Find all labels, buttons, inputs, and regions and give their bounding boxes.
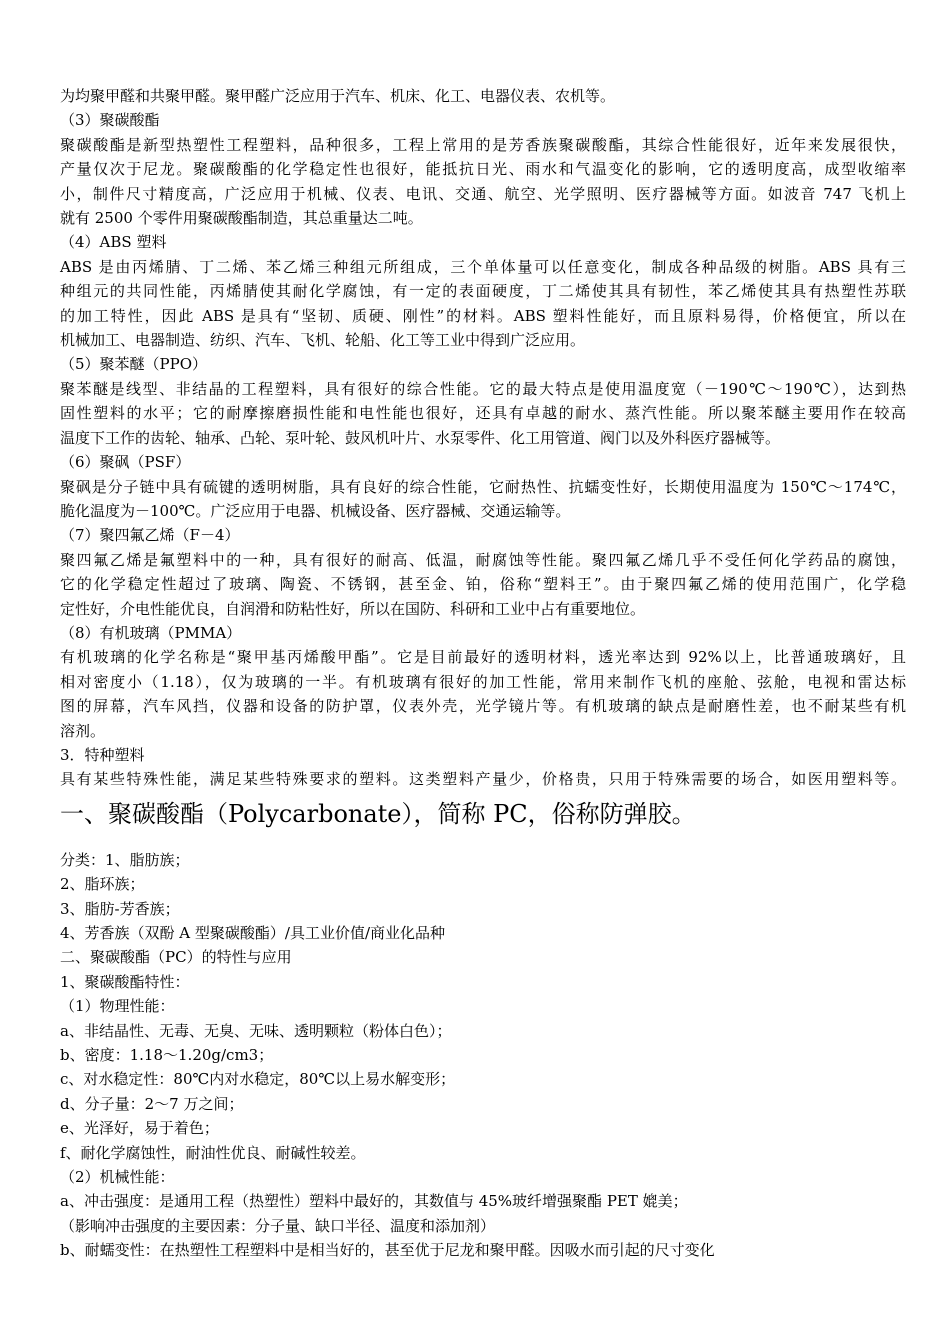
text-line-3: 聚碳酸酯是新型热塑性工程塑料，品种很多，工程上常用的是芳香族聚碳酸酯，其综合性能很好，近年来发展很快， xyxy=(60,135,906,154)
list-line-1: 分类：1、脂肪族； xyxy=(60,850,190,869)
text-line-6: 就有 2500 个零件用聚碳酸酯制造，其总重量达二吨。 xyxy=(60,209,423,228)
text-line-4: 产量仅次于尼龙。聚碳酸酯的化学稳定性也很好，能抵抗日光、雨水和气温变化的影响，它的透明度高，成型收缩率 xyxy=(60,160,906,179)
list-line-3: 3、脂肪-芳香族； xyxy=(60,899,180,918)
text-line-24: 有机玻璃的化学名称是“聚甲基丙烯酸甲酯”。它是目前最好的透明材料，透光率达到 92%以上，比普通玻璃好，且 xyxy=(60,648,906,667)
section-title-abs: （4）ABS 塑料 xyxy=(60,233,167,252)
list-line-16: （影响冲击强度的主要因素：分子量、缺口半径、温度和添加剂） xyxy=(60,1216,496,1235)
text-line-18: 脆化温度为－100℃。广泛应用于电器、机械设备、医疗器械、交通运输等。 xyxy=(60,501,571,520)
text-line-27: 溶剂。 xyxy=(60,721,106,740)
text-line-5: 小，制件尺寸精度高，广泛应用于机械、仪表、电讯、交通、航空、光学照明、医疗器械等方面。如波音 747 飞机上 xyxy=(60,184,906,203)
text-line-8: ABS 是由丙烯腈、丁二烯、苯乙烯三种组元所组成，三个单体量可以任意变化，制成各种品级的树脂。ABS 具有三 xyxy=(60,257,906,276)
section-title-pmma: （8）有机玻璃（PMMA） xyxy=(60,623,242,642)
main-heading-pc: 一、聚碳酸酯（Polycarbonate），简称 PC，俗称防弹胶。 xyxy=(60,799,696,828)
list-line-9: b、密度：1.18～1.20g/cm3； xyxy=(60,1046,274,1065)
text-line-15: 温度下工作的齿轮、轴承、凸轮、泵叶轮、鼓风机叶片、水泵零件、化工用管道、阀门以及外科医疗器械等。 xyxy=(60,428,781,447)
list-line-7: （1）物理性能： xyxy=(60,997,175,1016)
document-page xyxy=(60,84,906,1263)
list-line-13: f、耐化学腐蚀性，耐油性优良、耐碱性较差。 xyxy=(60,1143,366,1162)
text-line-14: 固性塑料的水平；它的耐摩擦磨损性能和电性能也很好，还具有卓越的耐水、蒸汽性能。所以聚苯醚主要用作在较高 xyxy=(60,404,906,423)
text-line-22: 定性好，介电性能优良，自润滑和防粘性好，所以在国防、科研和工业中占有重要地位。 xyxy=(60,599,646,618)
text-line-1: 为均聚甲醛和共聚甲醛。聚甲醛广泛应用于汽车、机床、化工、电器仪表、农机等。 xyxy=(60,87,616,105)
section-title-psf: （6）聚砜（PSF） xyxy=(60,453,191,472)
text-line-9: 种组元的共同性能，丙烯腈使其耐化学腐蚀，有一定的表面硬度，丁二烯使其具有韧性，苯乙烯使其具有热塑性苏联 xyxy=(60,282,906,301)
text-line-20: 聚四氟乙烯是氟塑料中的一种，具有很好的耐高、低温，耐腐蚀等性能。聚四氟乙烯几乎不受任何化学药品的腐蚀， xyxy=(60,550,906,569)
text-line-10: 的加工特性，因此 ABS 是具有“坚韧、质硬、刚性”的材料。ABS 塑料性能好，而且原料易得，价格便宜，所以在 xyxy=(60,306,906,325)
section-title-pc: （3）聚碳酸酯 xyxy=(60,111,160,130)
list-line-15: a、冲击强度：是通用工程（热塑性）塑料中最好的，其数值与 45%玻纤增强聚酯 PET 媲美； xyxy=(60,1192,688,1211)
text-line-25: 相对密度小（1.18），仅为玻璃的一半。有机玻璃有很好的加工性能，常用来制作飞机的座舱、弦舱，电视和雷达标 xyxy=(60,672,906,691)
list-line-12: e、光泽好，易于着色； xyxy=(60,1119,219,1138)
list-line-4: 4、芳香族（双酚 A 型聚碳酸酯）/具工业价值/商业化品种 xyxy=(60,924,446,942)
list-line-11: d、分子量：2～7 万之间； xyxy=(60,1094,244,1113)
list-line-8: a、非结晶性、无毒、无臭、无味、透明颗粒（粉体白色）； xyxy=(60,1021,452,1040)
list-line-6: 1、聚碳酸酯特性： xyxy=(60,972,190,991)
section-title-ppo: （5）聚苯醚（PPO） xyxy=(60,355,208,374)
list-line-17: b、耐蠕变性：在热塑性工程塑料中是相当好的，甚至优于尼龙和聚甲醛。因吸水而引起的尺寸变化 xyxy=(60,1241,715,1260)
text-line-26: 图的屏幕，汽车风挡，仪器和设备的防护罩，仪表外壳，光学镜片等。有机玻璃的缺点是耐磨性差，也不耐某些有机 xyxy=(60,697,906,716)
list-line-10: c、对水稳定性：80℃内对水稳定，80℃以上易水解变形； xyxy=(60,1070,456,1089)
section-title-ptfe: （7）聚四氟乙烯（F－4） xyxy=(60,526,240,545)
list-line-5: 二、聚碳酸酯（PC）的特性与应用 xyxy=(60,948,292,967)
text-line-13: 聚苯醚是线型、非结晶的工程塑料，具有很好的综合性能。它的最大特点是使用温度宽（－190℃～190℃），达到热 xyxy=(60,379,906,398)
text-line-29: 具有某些特殊性能，满足某些特殊要求的塑料。这类塑料产量少，价格贵，只用于特殊需要的场合，如医用塑料等。 xyxy=(60,770,906,789)
text-line-11: 机械加工、电器制造、纺织、汽车、飞机、轮船、化工等工业中得到广泛应用。 xyxy=(60,331,586,350)
text-line-21: 它的化学稳定性超过了玻璃、陶瓷、不锈钢，甚至金、铂，俗称“塑料王”。由于聚四氟乙烯的使用范围广，化学稳 xyxy=(60,575,906,594)
section-title-special: 3．特种塑料 xyxy=(60,745,145,764)
list-line-2: 2、脂环族； xyxy=(60,875,145,894)
list-line-14: （2）机械性能： xyxy=(60,1168,175,1187)
text-line-17: 聚砜是分子链中具有硫键的透明树脂，具有良好的综合性能，它耐热性、抗蠕变性好，长期使用温度为 150℃～174℃， xyxy=(60,477,906,496)
